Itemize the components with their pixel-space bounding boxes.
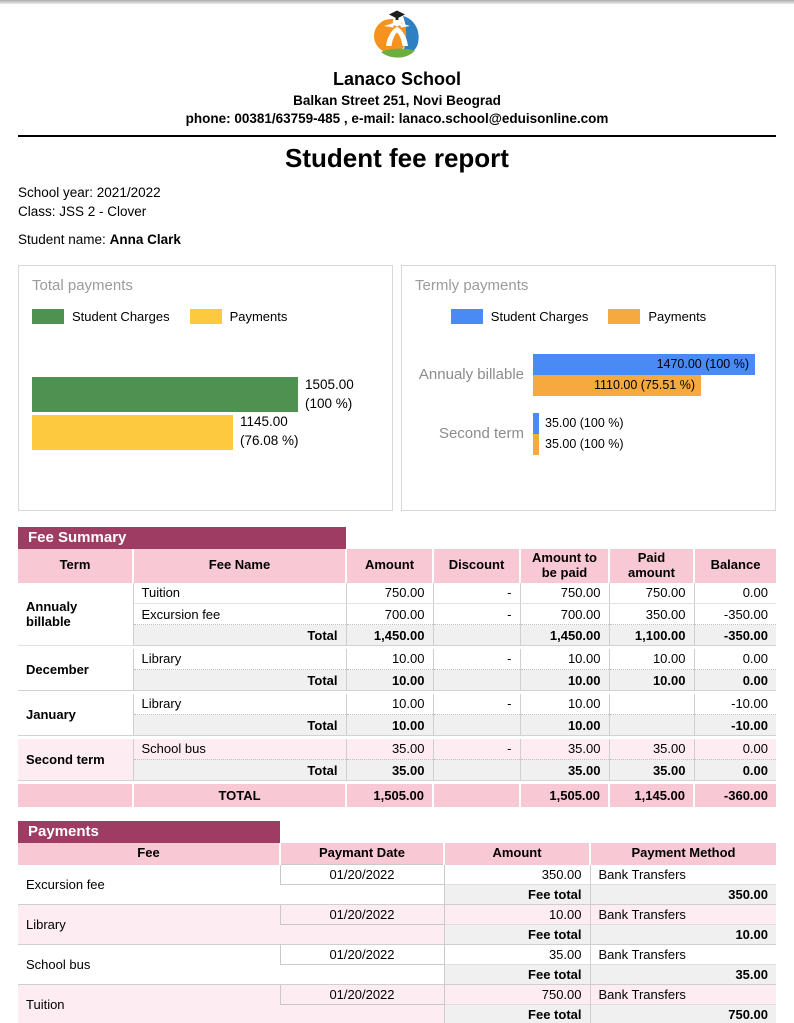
- fee-total-label: Fee total: [444, 885, 590, 905]
- school-name: Lanaco School: [332, 69, 462, 89]
- col-fee: Fee: [18, 843, 280, 865]
- header-divider: [18, 135, 776, 137]
- col-paymant-date: Paymant Date: [280, 843, 444, 865]
- school-header: [0, 4, 794, 126]
- payment-amount: 10.00: [444, 905, 590, 925]
- bar-student-charges: [32, 377, 298, 412]
- fee-total-label: Fee total: [444, 1005, 590, 1023]
- chart-title: Total payments: [32, 276, 133, 294]
- legend-label-payments: Payments: [648, 308, 707, 324]
- bar-area: [415, 354, 762, 455]
- bar-row-student-charges: [32, 376, 379, 414]
- bar-label: 35.00 (100 %): [545, 437, 624, 452]
- legend-swatch-payments: [190, 309, 222, 324]
- term-cell: January: [18, 694, 133, 736]
- bar-area: [32, 376, 379, 452]
- col-balance: Balance: [694, 549, 776, 583]
- payment-row: [18, 945, 776, 965]
- legend-swatch-student-charges: [451, 309, 483, 324]
- payments-banner: Payments: [18, 821, 280, 843]
- bar-label-student-charges: 1505.00 (100 %): [305, 376, 354, 411]
- group-total-row: Total 10.00 10.00 -10.00: [18, 715, 776, 736]
- school-year-line: School year: 2021/2022: [18, 185, 161, 200]
- grand-total-label: TOTAL: [133, 784, 346, 807]
- bar-label: 1470.00 (100 %): [656, 356, 749, 371]
- payment-date: 01/20/2022: [280, 865, 444, 885]
- fee-total-value: 35.00: [590, 965, 776, 985]
- payment-amount: 35.00: [444, 945, 590, 965]
- legend-label-student-charges: Student Charges: [490, 308, 589, 324]
- payment-date: 01/20/2022: [280, 905, 444, 925]
- bar-label-payments: 1145.00 (76.08 %): [240, 414, 299, 449]
- payments-header-row: [18, 843, 776, 865]
- payment-method: Bank Transfers: [590, 905, 776, 925]
- category-second-term: [415, 413, 762, 455]
- payment-method: Bank Transfers: [590, 945, 776, 965]
- school-logo-icon: [371, 9, 423, 61]
- payment-amount: 750.00: [444, 985, 590, 1005]
- fee-cell: Library: [18, 905, 280, 945]
- bar-student-charges: [533, 354, 755, 375]
- col-fee-name: Fee Name: [133, 549, 346, 583]
- chart-title: Termly payments: [415, 276, 529, 294]
- student-name-label: Student name:: [18, 231, 106, 247]
- payments-table: [18, 843, 776, 1023]
- bar-student-charges: [533, 413, 539, 434]
- grand-total-row: TOTAL 1,505.00 1,505.00 1,145.00 -360.00: [18, 784, 776, 807]
- payments-section: [0, 821, 794, 1023]
- school-contact: phone: 00381/63759-485 , e-mail: lanaco.school@eduisonline.com: [185, 111, 609, 126]
- group-total-row: Total 1,450.00 1,450.00 1,100.00 -350.00: [18, 625, 776, 646]
- term-cell: Annualy billable: [18, 583, 133, 646]
- col-amount-to-be-paid: Amount to be paid: [520, 549, 609, 583]
- payment-row: [18, 865, 776, 885]
- table-row: January Library 10.00 - 10.00 -10.00: [18, 694, 776, 715]
- fee-total-value: 350.00: [590, 885, 776, 905]
- table-row: Excursion fee 700.00 - 700.00 350.00 -350.00: [18, 604, 776, 625]
- student-name-line: [18, 231, 776, 250]
- payment-date: 01/20/2022: [280, 945, 444, 965]
- fee-total-label: Fee total: [444, 925, 590, 945]
- category-label: Second term: [438, 425, 524, 443]
- col-payment-method: Payment Method: [590, 843, 776, 865]
- fee-total-label: Fee total: [444, 965, 590, 985]
- fee-total-value: 750.00: [590, 1005, 776, 1023]
- chart-total-payments: [18, 265, 393, 511]
- school-address: Balkan Street 251, Novi Beograd: [293, 93, 501, 108]
- class-line: Class: JSS 2 - Clover: [18, 203, 147, 219]
- category-label: Annualy billable: [418, 366, 524, 384]
- bar-label: 35.00 (100 %): [545, 416, 624, 431]
- fee-cell: Tuition: [18, 985, 280, 1023]
- table-row: Second term School bus 35.00 - 35.00 35.00 0.00: [18, 739, 776, 760]
- payment-method: Bank Transfers: [598, 866, 686, 882]
- bar-payments: [533, 375, 701, 396]
- col-term: Term: [18, 549, 133, 583]
- fee-total-value: 10.00: [590, 925, 776, 945]
- legend-swatch-payments: [608, 309, 640, 324]
- bar-payments: [32, 415, 233, 450]
- fee-summary-header-row: [18, 549, 776, 583]
- category-annualy-billable: [415, 354, 762, 396]
- group-total-row: Total 35.00 35.00 35.00 0.00: [18, 760, 776, 781]
- term-cell: December: [18, 649, 133, 691]
- table-row: December Library 10.00 - 10.00 10.00 0.00: [18, 649, 776, 670]
- group-total-row: Total 10.00 10.00 10.00 0.00: [18, 670, 776, 691]
- student-name-value: Anna Clark: [109, 231, 181, 247]
- legend-label-student-charges: Student Charges: [72, 308, 170, 324]
- fee-cell: School bus: [18, 945, 280, 985]
- chart-legend: [32, 309, 379, 324]
- col-paid-amount: Paid amount: [609, 549, 694, 583]
- payment-date: 01/20/2022: [280, 985, 444, 1005]
- col-amount: Amount: [444, 843, 590, 865]
- payment-amount: 350.00: [444, 865, 590, 885]
- legend-label-payments: Payments: [229, 308, 288, 324]
- student-info: [0, 184, 794, 250]
- col-amount: Amount: [346, 549, 433, 583]
- bar-payments: [533, 434, 539, 455]
- fee-summary-table: [18, 549, 776, 807]
- term-cell: Second term: [18, 739, 133, 781]
- fee-summary-banner: Fee Summary: [18, 527, 346, 549]
- charts-row: [0, 265, 794, 511]
- fee-summary-section: [0, 527, 794, 807]
- col-discount: Discount: [433, 549, 520, 583]
- bar-row-payments: [32, 413, 379, 451]
- chart-legend: [415, 309, 762, 324]
- payment-row: [18, 985, 776, 1005]
- fee-cell: Excursion fee: [26, 876, 105, 892]
- chart-termly-payments: [401, 265, 776, 511]
- bar-label: 1110.00 (75.51 %): [594, 377, 695, 392]
- payment-method: Bank Transfers: [590, 985, 776, 1005]
- legend-swatch-student-charges: [32, 309, 64, 324]
- page-title: Student fee report: [285, 143, 509, 173]
- table-row: Annualy billable Tuition 750.00 - 750.00 750.00 0.00: [18, 583, 776, 604]
- payment-row: [18, 905, 776, 925]
